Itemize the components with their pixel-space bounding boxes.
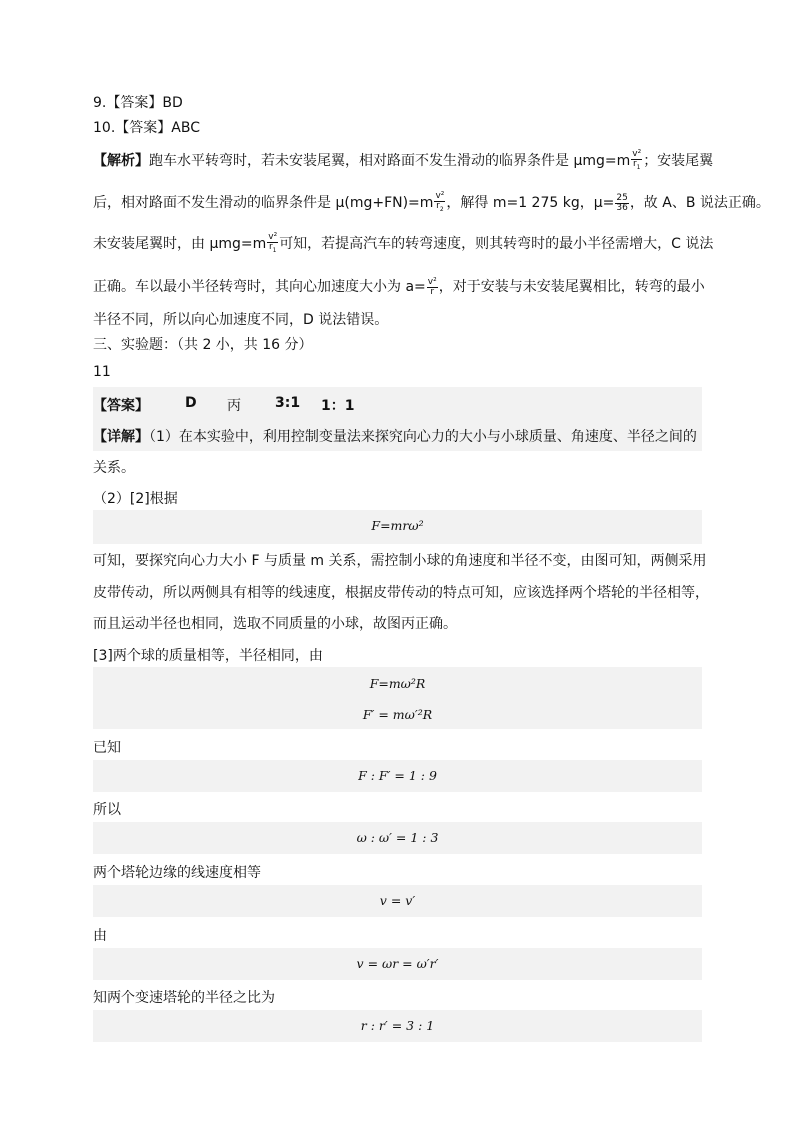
q11-text-linear-speed: 两个塔轮边缘的线速度相等 [93,865,261,881]
equation-4: F : F′ = 1 : 9 [358,768,437,783]
frac-num: v² [632,149,642,160]
q10-answer-tag: 【答案】 [115,120,172,136]
equation-5: ω : ω′ = 1 : 3 [356,830,439,845]
equation-7: v = ωr = ω′r′ [356,956,439,971]
q11-para-line-1: 可知，要探究向心力大小 F 与质量 m 关系，需控制小球的角速度和半径不变，由图可知，两侧采用 [93,553,707,569]
frac-den: 36 [616,202,628,213]
q11-para-line-3: 而且运动半径也相同，选取不同质量的小球，故图丙正确。 [93,616,457,632]
frac-r: r [632,159,637,170]
q10-analysis-line-3 [93,233,713,255]
q10-text: 后，相对路面不发生滑动的临界条件是 μ(mg+FN)=m [93,195,434,211]
q10-text: ，解得 m=1 275 kg，μ= [446,195,615,211]
q11-para-line-2: 皮带传动，所以两侧具有相等的线速度，根据皮带传动的特点可知，应该选择两个塔轮的半径相等， [93,585,709,601]
q11-number: 11 [93,364,111,380]
q10-text: 正确。车以最小半径转弯时，其向心加速度大小为 a= [93,279,426,295]
equation-8: r : r′ = 3 : 1 [360,1018,435,1033]
frac-sub: 1 [636,163,641,171]
q9-answer-tag: 【答案】 [106,95,163,111]
q10-text: ，故 A、B 说法正确。 [629,195,770,211]
q11-detail-tag: 【详解】 [93,429,149,445]
q11-detail-line-3: （2）[2]根据 [93,491,178,507]
frac-den [434,202,445,214]
q10-analysis-line-4 [93,276,705,297]
frac-r: r [268,242,273,253]
q10-analysis-tag: 【解析】 [93,153,149,169]
q10-text: 跑车水平转弯时，若未安装尾翼，相对路面不发生滑动的临界条件是 μmg=m [149,153,631,169]
equation-1: F=mrω² [371,518,424,533]
q11-answer-line [93,395,355,415]
q9-number: 9. [93,95,107,111]
q10-analysis-line-2 [93,192,770,214]
q11-answer-3: 3:1 [275,395,301,411]
q11-text-so: 所以 [93,802,121,818]
equation-3: F′ = mω′²R [362,707,433,722]
q10-line [93,117,200,137]
frac-num: v² [268,232,278,243]
frac-num: 25 [616,192,628,203]
q10-text: 可知，若提高汽车的转弯速度，则其转弯时的最小半径需增大，C 说法 [279,236,714,252]
q10-text: 未安装尾翼时，由 μmg=m [93,236,267,252]
q11-text-from: 由 [93,928,107,944]
q11-answer-tag: 【答案】 [93,398,149,414]
q9-answer: BD [162,95,183,111]
q10-answer: ABC [171,120,200,136]
q10-text: ；安装尾翼 [643,153,714,169]
fraction-v2-r [427,278,438,297]
frac-num: v² [427,276,437,287]
fraction-v2-r2 [434,192,445,214]
q11-answer-4: 1：1 [321,398,355,414]
q11-text-known: 已知 [93,740,121,756]
q11-detail-line-2: 关系。 [93,460,135,476]
frac-r: r [436,201,440,212]
q11-text-ratio: 知两个变速塔轮的半径之比为 [93,990,275,1006]
q11-answer-1: D [185,395,197,411]
q11-text: （1）在本实验中，利用控制变量法来探究向心力的大小与小球质量、角速度、半径之间的 [149,429,697,445]
q10-text: ，对于安装与未安装尾翼相比，转弯的最小 [438,279,705,295]
q11-detail-line-1 [93,426,697,446]
frac-den [631,160,642,172]
frac-den: r [430,286,435,297]
frac-den [267,243,278,255]
frac-sub: 2 [439,205,444,213]
q11-para-line-4: [3]两个球的质量相等，半径相同，由 [93,648,323,664]
fraction-v2-r1 [631,150,642,172]
equation-6: v = v′ [379,893,416,908]
q10-analysis-line-5: 半径不同，所以向心加速度不同，D 说法错误。 [93,312,389,328]
frac-num: v² [435,191,445,202]
fraction-25-36 [615,194,628,213]
q10-analysis-line-1 [93,150,713,172]
frac-sub: 1 [272,246,277,254]
equation-2: F=mω²R [369,676,426,691]
section-3-heading: 三、实验题：（共 2 小，共 16 分） [93,337,313,353]
q10-number: 10. [93,120,116,136]
q11-answer-2: 丙 [227,398,241,414]
fraction-v2-r1 [267,233,278,255]
q9-line [93,92,183,112]
